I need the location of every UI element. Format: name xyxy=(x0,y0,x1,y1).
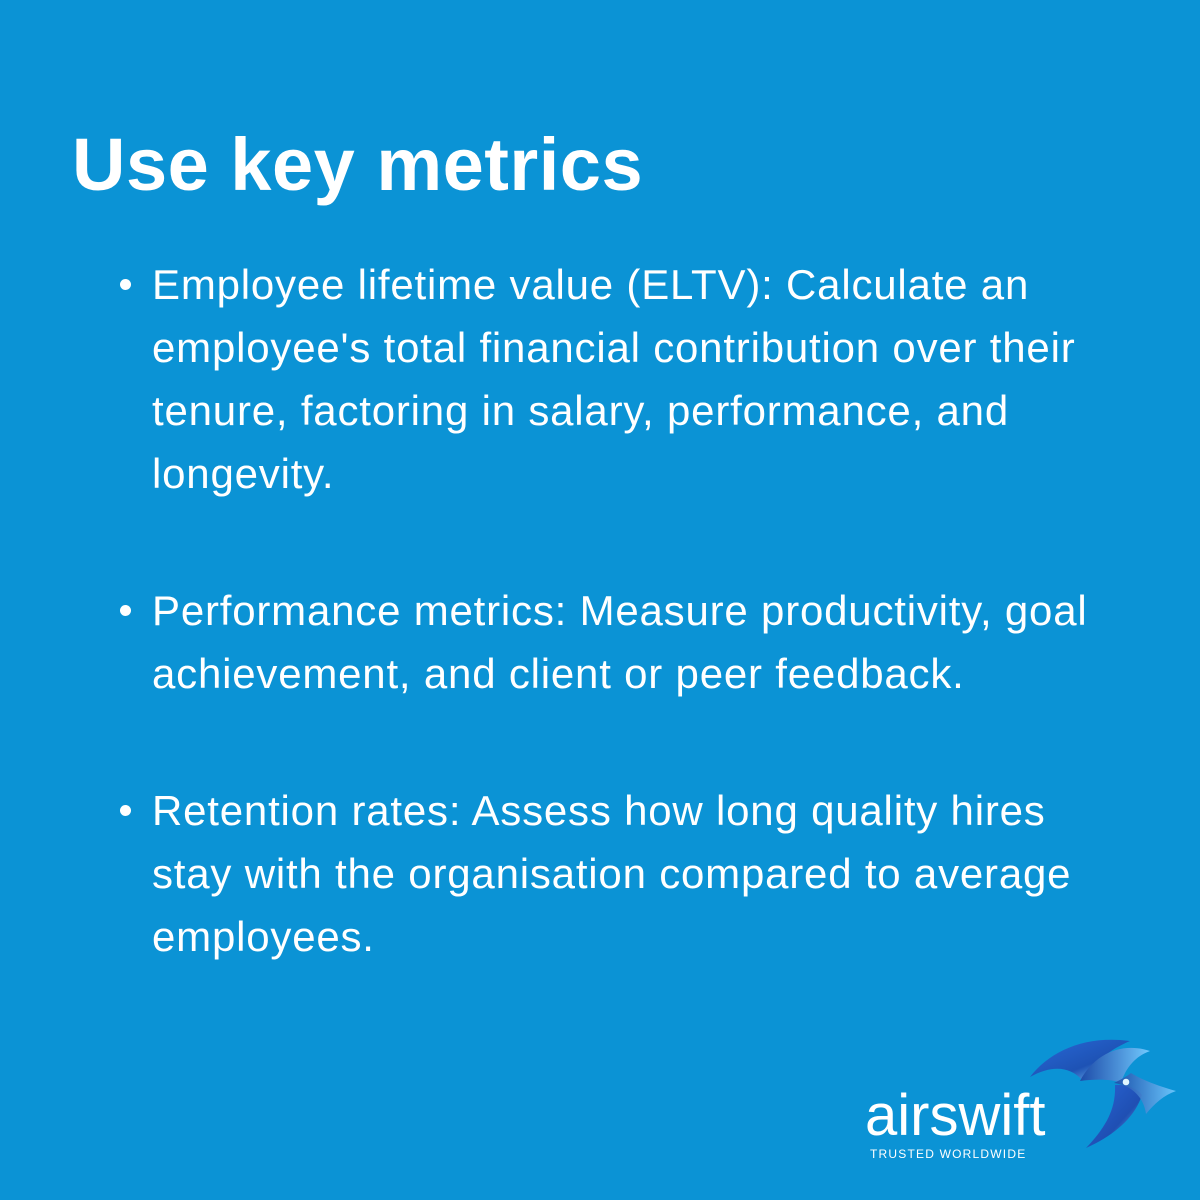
metrics-list xyxy=(118,253,1138,968)
bullet-dot-icon xyxy=(120,279,131,290)
brand-logo xyxy=(860,1025,1180,1165)
brand-wordmark: airswift xyxy=(865,1083,1046,1148)
brand-tagline: TRUSTED WORLDWIDE xyxy=(870,1147,1027,1161)
list-item-text: Employee lifetime value (ELTV): Calculate an employee's total financial contribution over their tenure, factoring in salary, performance, and longevity. xyxy=(152,261,1076,497)
list-item-text: Retention rates: Assess how long quality hires stay with the organisation compared to average employees. xyxy=(152,787,1072,960)
list-item-text: Performance metrics: Measure productivity, goal achievement, and client or peer feedback. xyxy=(152,587,1088,697)
list-item xyxy=(118,253,1138,505)
page-title: Use key metrics xyxy=(72,123,644,206)
list-item xyxy=(118,579,1138,705)
bullet-dot-icon xyxy=(120,605,131,616)
bullet-dot-icon xyxy=(120,805,131,816)
list-item xyxy=(118,779,1138,968)
